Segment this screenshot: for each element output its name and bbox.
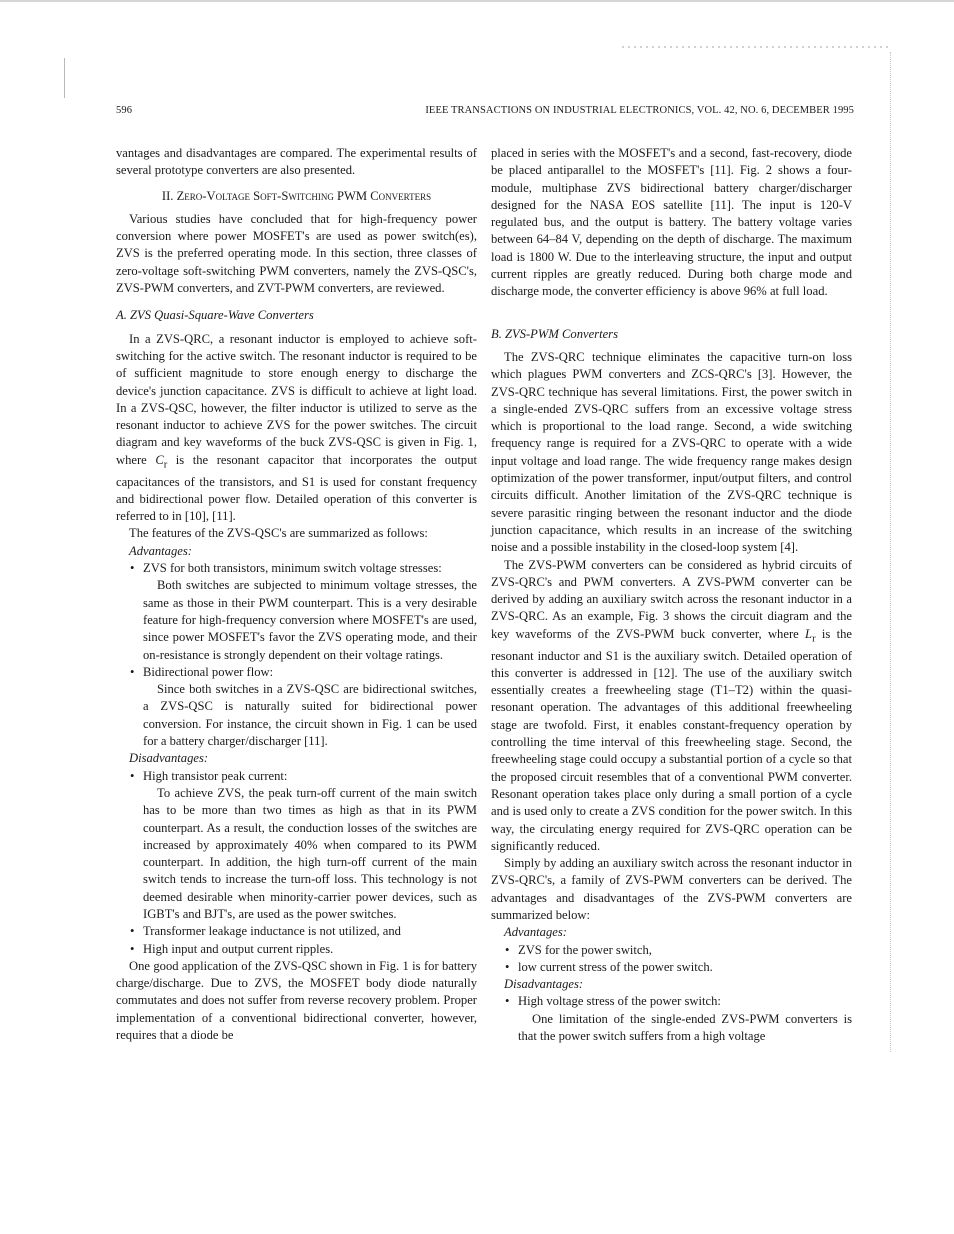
subsection-a-paragraph-2: The features of the ZVS-QSC's are summarized as follows: — [129, 526, 428, 541]
scan-dot-artifact — [620, 44, 890, 50]
subsection-b-paragraph-1: The ZVS-QRC technique eliminates the capacitive turn-on loss which plagues PWM converters and ZCS-QRC's [3]. However, the ZVS-QRC technique has several limitations. First, the power switch in a single-ended ZVS-QRC suffers from an excessive voltage stress which is proportional to the load range. Second, a wide switching frequency range is required for a ZVS-QRC to operate with a wide input voltage and load range. The wide frequency range makes design optimization of the power transformer, input/output filters, and control circuits difficult. Another limitation of the ZVS-QRC technique is severe parasitic ringing between the resonant inductor and the diode junction capacitance, which results in an increase of the switching noise and a possible instability in the closed-loop system [4]. — [491, 349, 852, 555]
subsection-b-paragraph-2 — [491, 557, 852, 856]
disadvantages-label: Disadvantages: — [504, 977, 584, 992]
left-column — [116, 145, 477, 1044]
list-item-body: One limitation of the single-ended ZVS-PWM converters is that the power switch suffers from a high voltage — [518, 1011, 852, 1044]
paragraph-text: is the resonant capacitor that incorporates the output capacitances of the transistors, and S1 is used for constant frequency and bidirectional power flow. Detailed operation of this converter is referred to in [10], [11]. — [116, 452, 477, 524]
section-number: II. — [161, 188, 174, 203]
page-number: 596 — [116, 105, 133, 116]
list-item-body: To achieve ZVS, the peak turn-off current of the main switch has to be more than two times as high as that in its PWM counterpart. As a result, the conduction losses of the switches are increased by approximately 40% when compared to its PWM counterpart. In addition, the high turn-off current of the main switch tends to increase the turn-off loss. This technology is not deemed desirable when minority-carrier power devices, such as IGBT's and BJT's, are used as the power switches. — [143, 785, 477, 921]
math-variable: L — [805, 626, 813, 641]
subsection-heading-b: B. ZVS-PWM Converters — [491, 326, 618, 341]
section-heading — [116, 188, 477, 205]
disadvantages-label: Disadvantages: — [129, 751, 209, 766]
scan-margin-mark — [64, 58, 65, 98]
list-item: • Transformer leakage inductance is not utilized, and — [116, 923, 477, 940]
list-item: • High input and output current ripples. — [116, 941, 477, 958]
math-subscript: r — [812, 633, 816, 645]
paragraph-text: In a ZVS-QRC, a resonant inductor is employed to achieve soft-switching for the active switch. The resonant inductor is required to be of sufficient magnitude to store enough energy to discharge the device's junction capacitance. ZVS is difficult to achieve at light load. In a ZVS-QSC, however, the filter inductor is utilized to serve as the resonant inductor to achieve ZVS for the power switches. The circuit diagram and key waveforms of the buck ZVS-QSC is given in Fig. 1, where — [116, 331, 477, 467]
list-item: • low current stress of the power switch. — [491, 959, 852, 976]
subsection-heading-a: A. ZVS Quasi-Square-Wave Converters — [116, 308, 314, 323]
right-column — [491, 145, 852, 1045]
math-subscript: r — [163, 459, 168, 471]
subsection-b-paragraph-3: Simply by adding an auxiliary switch across the resonant inductor in ZVS-QRC's, a family of ZVS-PWM converters can be derived. The advantages and disadvantages of the ZVS-PWM converters are summarized below: — [491, 856, 852, 922]
list-item-body: Both switches are subjected to minimum voltage stresses, the same as those in their PWM counterpart. This is a very desirable feature for high-frequency conversion where MOSFET's are used, since power MOSFET's favor the ZVS operating mode, and their on-resistance is strongly dependent on their voltage ratings. — [143, 578, 477, 662]
advantages-label: Advantages: — [504, 925, 567, 940]
disadvantages-list — [116, 768, 477, 958]
list-item: • Bidirectional power flow: — [116, 664, 477, 681]
scan-margin-mark-right — [890, 52, 892, 1052]
list-item: • ZVS for both transistors, minimum switch voltage stresses: — [116, 560, 477, 577]
section-paragraph: Various studies have concluded that for high-frequency power conversion where power MOSFET's are used as power switch(es), ZVS is the preferred operating mode. In this section, three classes of zero-voltage soft-switching PWM converters, namely the ZVS-QSC's, ZVS-PWM converters, and ZVT-PWM converters, are reviewed. — [116, 211, 477, 296]
page-top-edge — [0, 0, 954, 2]
advantages-list — [116, 560, 477, 750]
disadvantages-list — [491, 993, 852, 1045]
math-variable: C — [155, 452, 164, 467]
closing-paragraph: One good application of the ZVS-QSC shown in Fig. 1 is for battery charge/discharge. Due to ZVS, the MOSFET body diode naturally commutates and does not suffer from reverse recovery problem. Proper implementation of a conventional bidirectional converter, however, requires that a diode be — [116, 958, 477, 1043]
list-item: • ZVS for the power switch, — [491, 942, 852, 959]
page-header — [116, 105, 854, 121]
section-title: Zero-Voltage Soft-Switching PWM Converters — [176, 188, 432, 203]
continued-paragraph: placed in series with the MOSFET's and a second, fast-recovery, diode be placed antiparallel to the MOSFET's [11]. Fig. 2 shows a four-module, multiphase ZVS bidirectional battery charger/discharger designed for the NASA EOS satellite [11]. The input is 120-V regulated bus, and the output is battery. The battery voltage varies between 64–84 V, depending on the depth of discharge. The maximum load is 1800 W. Due to the interleaving structure, the input and output current ripples are greatly reduced. During both charge mode and discharge mode, the converter efficiency is above 96% at full load. — [491, 146, 852, 299]
list-item: • High transistor peak current: — [116, 768, 477, 785]
subsection-a-paragraph-1 — [116, 331, 477, 526]
list-item: • High voltage stress of the power switch: — [491, 993, 852, 1010]
running-head: IEEE TRANSACTIONS ON INDUSTRIAL ELECTRONICS, VOL. 42, NO. 6, DECEMBER 1995 — [425, 105, 854, 116]
advantages-list — [491, 942, 852, 977]
advantages-label: Advantages: — [129, 543, 192, 558]
list-item-body: Since both switches in a ZVS-QSC are bidirectional switches, a ZVS-QSC is naturally suited for bidirectional power conversion. For instance, the circuit shown in Fig. 1 can be used for a battery charger/discharger [11]. — [143, 682, 477, 749]
paragraph-text: is the resonant inductor and S1 is the auxiliary switch. Detailed operation of this converter is addressed in [12]. The use of the auxiliary switch essentially creates a freewheeling stage (T1–T2) within the quasi-resonant operation. The advantages of this additional freewheeling stage are twofold. First, it enables constant-frequency operation by controlling the time interval of this freewheeling stage. Second, the freewheeling stage could occupy a substantial portion of a cycle so that the proposed circuit resembles that of a conventional PWM converter. Resonant operation takes place only during a small portion of a cycle and is used only to create a ZVS condition for the power switch. In this way, the circulating energy required for ZVS-QRC operation can be significantly reduced. — [491, 626, 852, 853]
intro-paragraph: vantages and disadvantages are compared. The experimental results of several prototype converters are also presented. — [116, 146, 477, 178]
paragraph-text: The ZVS-PWM converters can be considered as hybrid circuits of ZVS-QRC's and PWM converters. A ZVS-PWM converter can be derived by adding an auxiliary switch across the resonant inductor in a ZVS-QRC. As an example, Fig. 3 shows the circuit diagram and the key waveforms of the ZVS-PWM buck converter, where — [491, 557, 852, 641]
